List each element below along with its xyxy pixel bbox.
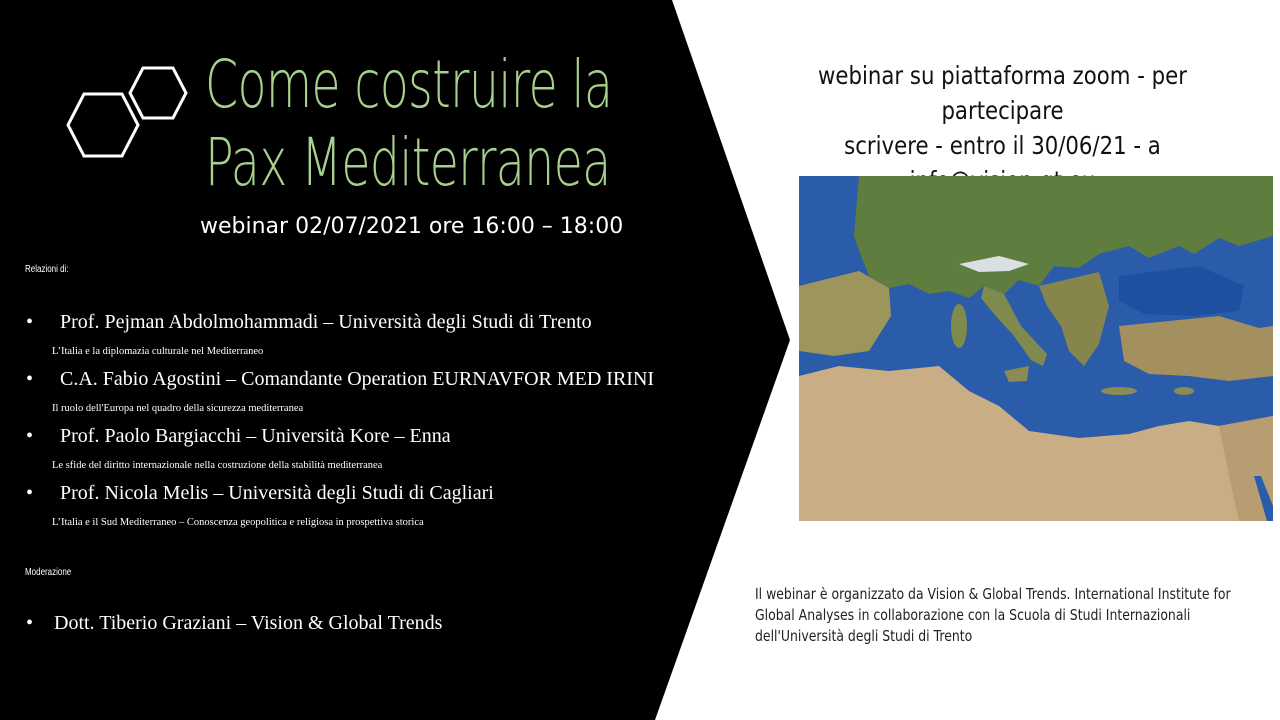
speaker-item xyxy=(26,368,654,391)
registration-line-2: scrivere - entro il 30/06/21 - a xyxy=(844,131,1161,160)
bullet-icon: • xyxy=(26,482,34,504)
speaker-name: Prof. Paolo Bargiacchi – Università Kore – Enna xyxy=(60,425,451,447)
speaker-topic: L’Italia e il Sud Mediterraneo – Conoscenza geopolitica e religiosa in prospettiva storica xyxy=(52,517,424,528)
speaker-topic: L’Italia e la diplomazia culturale nel Mediterraneo xyxy=(52,346,264,357)
moderator-item xyxy=(26,612,442,635)
organizer-line-3: dell'Università degli Studi di Trento xyxy=(755,627,973,645)
mediterranean-map-image xyxy=(799,176,1273,521)
event-title xyxy=(205,46,613,202)
bullet-icon: • xyxy=(26,311,34,333)
speaker-name: Prof. Pejman Abdolmohammadi – Università degli Studi di Trento xyxy=(60,311,592,333)
moderation-label: Moderazione xyxy=(25,567,72,578)
organizer-line-2: Global Analyses in collaborazione con la Scuola di Studi Internazionali xyxy=(755,606,1191,624)
speaker-name: Prof. Nicola Melis – Università degli Studi di Cagliari xyxy=(60,482,494,504)
speaker-name: C.A. Fabio Agostini – Comandante Operation EURNAVFOR MED IRINI xyxy=(60,368,655,390)
moderator-name: Dott. Tiberio Graziani – Vision & Global Trends xyxy=(54,612,443,634)
organizer-note xyxy=(755,584,1265,647)
speaker-topic: Le sfide del diritto internazionale nella costruzione della stabilità mediterranea xyxy=(52,460,383,471)
speaker-topic: Il ruolo dell'Europa nel quadro della sicurezza mediterranea xyxy=(52,403,304,414)
hexagon-outline-icon xyxy=(128,66,188,120)
speaker-item xyxy=(26,425,451,448)
event-subtitle: webinar 02/07/2021 ore 16:00 – 18:00 xyxy=(200,214,624,239)
speaker-item xyxy=(26,311,592,334)
registration-line-1: webinar su piattaforma zoom - per partecipare xyxy=(818,61,1187,125)
organizer-line-1: Il webinar è organizzato da Vision & Global Trends. International Institute for xyxy=(755,585,1231,603)
speakers-label: Relazioni di: xyxy=(25,264,69,275)
bullet-icon: • xyxy=(26,425,34,447)
bullet-icon: • xyxy=(26,368,34,390)
bullet-icon: • xyxy=(26,612,34,634)
speaker-item xyxy=(26,482,494,505)
title-line-1: Come costruire la xyxy=(205,46,613,123)
title-line-2: Pax Mediterranea xyxy=(205,124,611,201)
